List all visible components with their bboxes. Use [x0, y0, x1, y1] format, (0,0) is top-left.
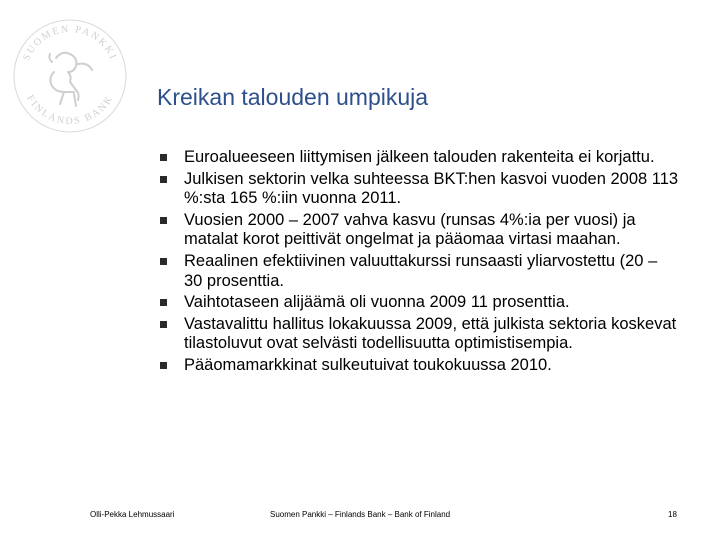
bullet-square-icon	[160, 321, 167, 328]
bullet-square-icon	[160, 258, 167, 265]
bullet-text: Julkisen sektorin velka suhteessa BKT:hen kasvoi vuoden 2008 113 %:sta 165 %:iin vuonna 2011.	[184, 169, 679, 208]
bullet-text: Pääomamarkkinat sulkeutuivat toukokuussa 2010.	[184, 355, 552, 374]
bullet-text: Vastavalittu hallitus lokakuussa 2009, että julkista sektoria koskevat tilastoluvut ovat selvästi todellisuutta optimistisempia.	[184, 314, 677, 353]
bullet-square-icon	[160, 154, 167, 161]
bullet-text: Vuosien 2000 – 2007 vahva kasvu (runsas 4%:ia per vuosi) ja matalat korot peittivät ongelmat ja pääomaa virtasi maahan.	[184, 210, 636, 249]
logo-text-bottom: FINLANDS BANK	[24, 93, 116, 128]
bullet-square-icon	[160, 217, 167, 224]
lion-seal-icon	[8, 14, 132, 138]
suomen-pankki-logo	[8, 14, 132, 138]
footer-organization: Suomen Pankki – Finlands Bank – Bank of Finland	[270, 510, 451, 519]
bullet-square-icon	[160, 176, 167, 183]
bullet-item	[160, 211, 680, 250]
bullet-item	[160, 170, 680, 209]
bullet-text: Reaalinen efektiivinen valuuttakurssi runsaasti yliarvostettu (20 – 30 prosenttia.	[184, 251, 658, 290]
bullet-item	[160, 356, 680, 376]
logo-text-top: SUOMEN PANKKI	[21, 23, 119, 63]
bullet-item	[160, 252, 680, 291]
bullet-text: Euroalueeseen liittymisen jälkeen talouden rakenteita ei korjattu.	[184, 148, 655, 166]
page-number: 18	[668, 510, 677, 519]
bullet-square-icon	[160, 362, 167, 369]
bullet-item	[160, 293, 680, 313]
bullet-item	[160, 148, 680, 168]
bullet-list	[160, 148, 680, 378]
bullet-text: Vaihtotaseen alijäämä oli vuonna 2009 11 prosenttia.	[184, 293, 570, 312]
bullet-square-icon	[160, 299, 167, 306]
slide-title: Kreikan talouden umpikuja	[157, 84, 429, 110]
footer-author: Olli-Pekka Lehmussaari	[90, 510, 175, 519]
svg-text:SUOMEN PANKKI	[21, 24, 119, 63]
bullet-item	[160, 315, 680, 354]
